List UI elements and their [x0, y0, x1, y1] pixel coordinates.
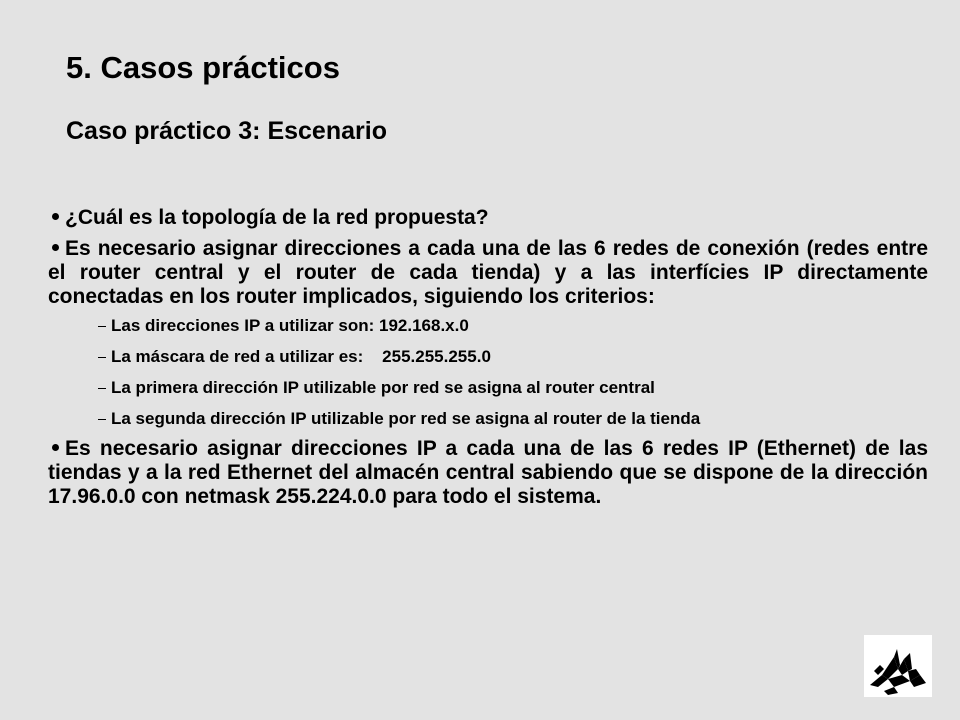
bullet-text: Es necesario asignar direcciones a cada una de las 6 redes de conexión (redes entre el router central y el router de cada tienda) y a las interfícies IP directamente conectadas en los router implicados, siguiendo los criterios: [48, 237, 928, 308]
bullet-item [48, 206, 928, 230]
sub-bullet-text: La segunda dirección IP utilizable por red se asigna al router de la tienda [111, 409, 701, 428]
sub-bullet-text: La primera dirección IP utilizable por red se asigna al router central [111, 378, 655, 397]
bullet-item [48, 437, 928, 509]
dash-icon [98, 419, 106, 420]
bullet-item [48, 237, 928, 309]
sub-bullet-list [48, 315, 928, 429]
dash-icon [98, 388, 106, 389]
sub-bullet-group [48, 315, 928, 429]
bullet-text: ¿Cuál es la topología de la red propuesta? [65, 206, 489, 229]
dash-icon [98, 326, 106, 327]
logo [864, 635, 932, 697]
sub-bullet-item [98, 377, 928, 398]
bullet-dot-icon [52, 244, 59, 251]
sub-bullet-item [98, 346, 928, 367]
origami-bird-logo-icon [864, 635, 932, 697]
bullet-dot-icon [52, 444, 59, 451]
slide-subtitle: Caso práctico 3: Escenario [66, 117, 387, 145]
sub-bullet-text: La máscara de red a utilizar es: 255.255.255.0 [111, 347, 491, 366]
sub-bullet-item [98, 315, 928, 336]
bullet-list [48, 206, 928, 515]
sub-bullet-text: Las direcciones IP a utilizar son: 192.168.x.0 [111, 316, 469, 335]
bullet-text: Es necesario asignar direcciones IP a cada una de las 6 redes IP (Ethernet) de las tiendas y a la red Ethernet del almacén central sabiendo que se dispone de la dirección 17.96.0.0 con netmask 255.224.0.0 para todo el sistema. [48, 437, 928, 508]
dash-icon [98, 357, 106, 358]
slide-title: 5. Casos prácticos [66, 50, 340, 85]
sub-bullet-item [98, 408, 928, 429]
bullet-dot-icon [52, 213, 59, 220]
